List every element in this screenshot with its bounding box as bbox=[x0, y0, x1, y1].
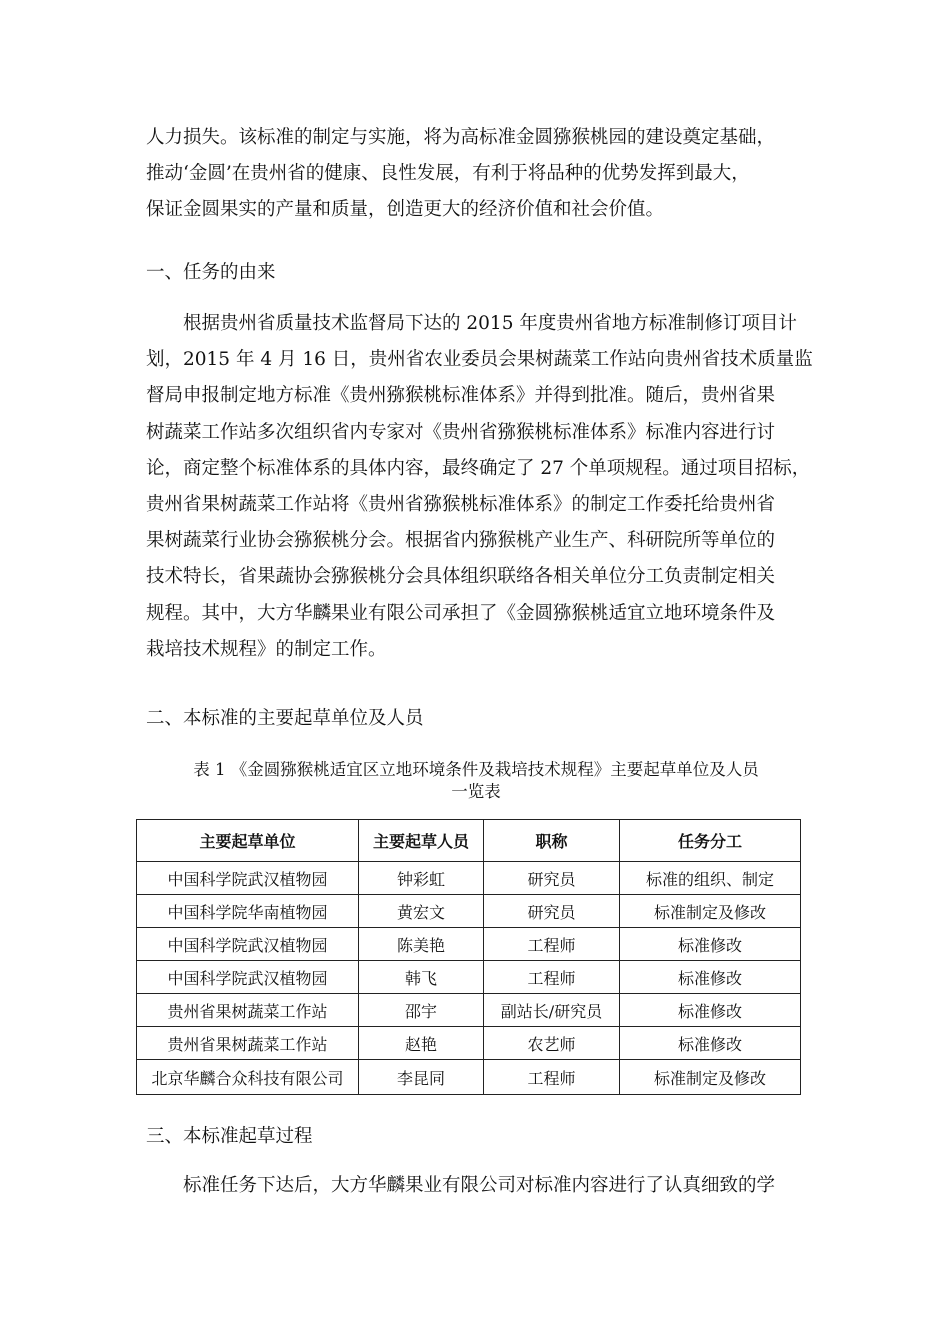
cell-title: 研究员 bbox=[484, 862, 620, 895]
cell-task: 标准修改 bbox=[620, 928, 801, 961]
cell-unit: 中国科学院华南植物园 bbox=[137, 895, 359, 928]
table-header-row bbox=[137, 820, 801, 862]
drafters-table bbox=[136, 819, 801, 1095]
table-row bbox=[137, 1060, 801, 1095]
cell-unit: 中国科学院武汉植物园 bbox=[137, 961, 359, 994]
text-line: 贵州省果树蔬菜工作站将《贵州省猕猴桃标准体系》的制定工作委托给贵州省 bbox=[146, 494, 776, 516]
header-person: 主要起草人员 bbox=[359, 820, 484, 862]
table-row bbox=[137, 961, 801, 994]
table-row bbox=[137, 862, 801, 895]
cell-title: 工程师 bbox=[484, 1060, 620, 1095]
intro-paragraph bbox=[146, 120, 810, 229]
header-unit: 主要起草单位 bbox=[137, 820, 359, 862]
text-line: 树蔬菜工作站多次组织省内专家对《贵州省猕猴桃标准体系》标准内容进行讨 bbox=[146, 421, 776, 443]
cell-person: 黄宏文 bbox=[359, 895, 484, 928]
cell-unit: 贵州省果树蔬菜工作站 bbox=[137, 1027, 359, 1060]
table-row bbox=[137, 895, 801, 928]
cell-title: 副站长/研究员 bbox=[484, 994, 620, 1027]
section-heading-process: 三、本标准起草过程 bbox=[146, 1126, 313, 1147]
cell-unit: 贵州省果树蔬菜工作站 bbox=[137, 994, 359, 1027]
cell-title: 农艺师 bbox=[484, 1027, 620, 1060]
section-heading-drafters: 二、本标准的主要起草单位及人员 bbox=[146, 708, 424, 729]
cell-person: 钟彩虹 bbox=[359, 862, 484, 895]
text-line: 果树蔬菜行业协会猕猴桃分会。根据省内猕猴桃产业生产、科研院所等单位的 bbox=[146, 530, 776, 552]
cell-task: 标准修改 bbox=[620, 961, 801, 994]
cell-person: 陈美艳 bbox=[359, 928, 484, 961]
text-line: 栽培技术规程》的制定工作。 bbox=[146, 638, 387, 660]
header-task: 任务分工 bbox=[620, 820, 801, 862]
table-caption bbox=[136, 759, 816, 803]
table-row bbox=[137, 994, 801, 1027]
text-line: 标准任务下达后，大方华麟果业有限公司对标准内容进行了认真细致的学 bbox=[146, 1175, 776, 1196]
text-line: 人力损失。该标准的制定与实施，将为高标准金圆猕猴桃园的建设奠定基础， bbox=[146, 127, 776, 148]
cell-unit: 北京华麟合众科技有限公司 bbox=[137, 1060, 359, 1095]
text-line: 根据贵州省质量技术监督局下达的 2015 年度贵州省地方标准制修订项目计 bbox=[146, 313, 797, 334]
text-line: 督局申报制定地方标准《贵州猕猴桃标准体系》并得到批准。随后，贵州省果 bbox=[146, 385, 776, 407]
header-title: 职称 bbox=[484, 820, 620, 862]
cell-person: 韩飞 bbox=[359, 961, 484, 994]
text-line: 保证金圆果实的产量和质量，创造更大的经济价值和社会价值。 bbox=[146, 199, 665, 221]
cell-task: 标准修改 bbox=[620, 1027, 801, 1060]
text-line: 技术特长，省果蔬协会猕猴桃分会具体组织联络各相关单位分工负责制定相关 bbox=[146, 566, 776, 588]
text-line: 划，2015 年 4 月 16 日，贵州省农业委员会果树蔬菜工作站向贵州省技术质量监 bbox=[146, 349, 813, 371]
cell-title: 工程师 bbox=[484, 928, 620, 961]
cell-person: 邵宇 bbox=[359, 994, 484, 1027]
table-row bbox=[137, 1027, 801, 1060]
caption-line: 表 1 《金圆猕猴桃适宜区立地环境条件及栽培技术规程》主要起草单位及人员 bbox=[193, 760, 759, 779]
cell-task: 标准的组织、制定 bbox=[620, 862, 801, 895]
text-line: 规程。其中，大方华麟果业有限公司承担了《金圆猕猴桃适宜立地环境条件及 bbox=[146, 602, 776, 624]
cell-person: 赵艳 bbox=[359, 1027, 484, 1060]
table-row bbox=[137, 928, 801, 961]
caption-line: 一览表 bbox=[451, 782, 501, 801]
text-line: 推动‘金圆’在贵州省的健康、良性发展，有利于将品种的优势发挥到最大， bbox=[146, 163, 750, 185]
section-heading-origin: 一、任务的由来 bbox=[146, 262, 276, 283]
cell-task: 标准制定及修改 bbox=[620, 1060, 801, 1095]
cell-task: 标准修改 bbox=[620, 994, 801, 1027]
cell-task: 标准制定及修改 bbox=[620, 895, 801, 928]
cell-person: 李昆同 bbox=[359, 1060, 484, 1095]
cell-title: 工程师 bbox=[484, 961, 620, 994]
cell-unit: 中国科学院武汉植物园 bbox=[137, 862, 359, 895]
origin-paragraph bbox=[146, 306, 813, 668]
cell-title: 研究员 bbox=[484, 895, 620, 928]
process-paragraph bbox=[146, 1168, 810, 1204]
cell-unit: 中国科学院武汉植物园 bbox=[137, 928, 359, 961]
text-line: 论，商定整个标准体系的具体内容，最终确定了 27 个单项规程。通过项目招标， bbox=[146, 457, 811, 479]
